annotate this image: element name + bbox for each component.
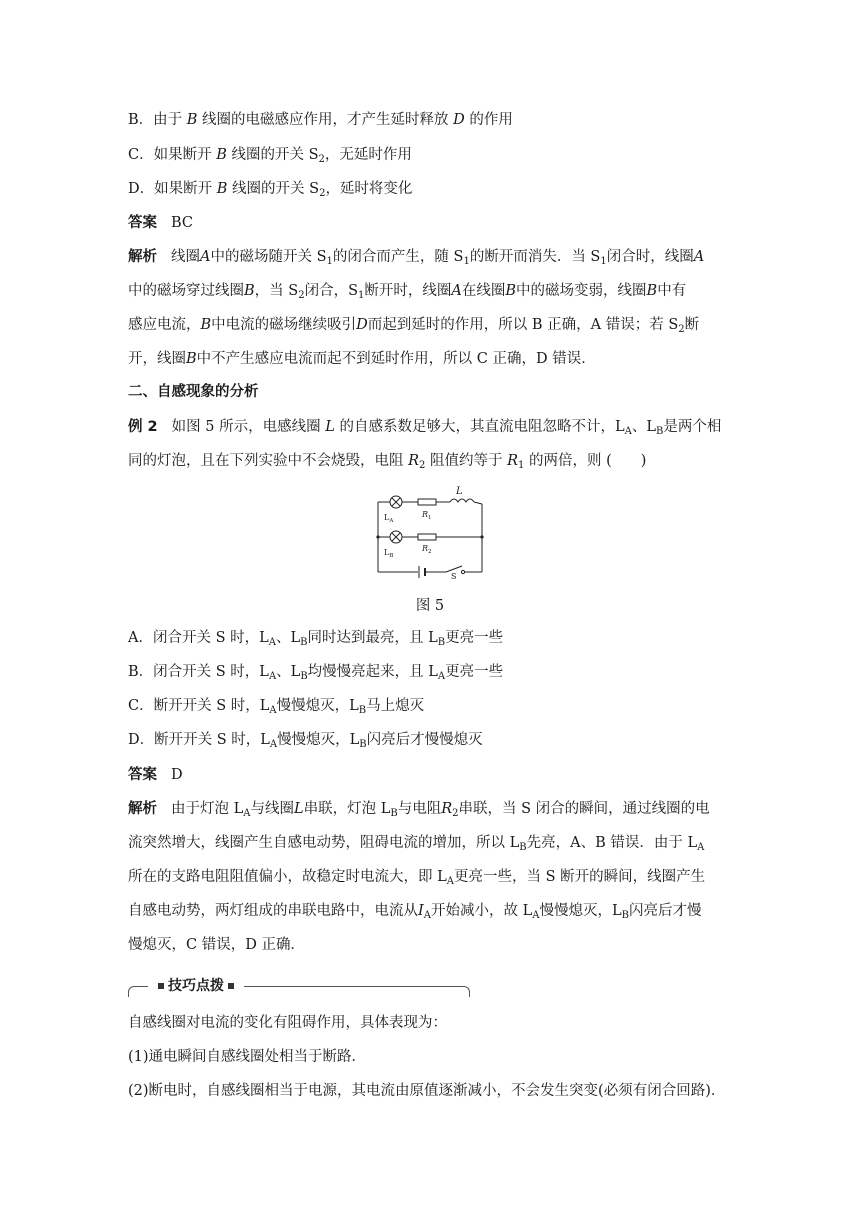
battery-icon [419,566,425,578]
analysis-2-line-4: 自感电动势，两灯组成的串联电路中，电流从$I_A$开始减小，故 $L_A$慢慢熄灭，$L_B$闪亮后才慢 [128,903,702,921]
label-r2: $R_2$ [422,544,432,555]
option-d: D．断开开关 S 时，$L_A$慢慢熄灭，$L_B$闪亮后才慢慢熄灭 [128,732,483,750]
option-c-prev: C．如果断开 B 线圈的开关 $S_2$，无延时作用 [128,147,412,165]
analysis-1-line-1: 解析 线圈A中的磁场随开关 $S_1$的闭合而产生，随 $S_1$的断开而消失．当 $S_1$闭合时，线圈A [128,249,705,267]
tips-box [128,976,470,998]
resistor-r2-icon [418,534,436,540]
tips-line-1: 自感线圈对电流的变化有阻碍作用，具体表现为： [128,1015,447,1031]
option-b: B．闭合开关 S 时，$L_A$、$L_B$均慢慢亮起来，且 $L_A$更亮一些 [128,664,504,682]
analysis-1-line-3: 感应电流，B中电流的磁场继续吸引D而起到延时的作用，所以 B 正确，A 错误；若 $S_2$断 [128,317,700,335]
analysis-2-line-1: 解析 由于灯泡 $L_A$与线圈L串联，灯泡 $L_B$与电阻$R_2$串联，当 S 闭合的瞬间，通过线圈的电 [128,801,710,819]
tips-line-2: (1)通电瞬间自感线圈处相当于断路． [128,1049,367,1065]
tips-line-3: (2)断电时，自感线圈相当于电源，其电流由原值逐渐减小，不会发生突变(必须有闭合回路)． [128,1083,726,1099]
lamp-a-icon [390,496,402,508]
analysis-1-line-2: 中的磁场穿过线圈B，当 $S_2$闭合，$S_1$断开时，线圈A在线圈B中的磁场变弱，线圈B中有 [128,283,687,301]
answer-2: 答案 D [128,767,183,783]
figure-caption: 图 5 [415,598,445,614]
label-r1: $R_1$ [422,510,432,521]
switch-icon [461,570,464,573]
analysis-1-line-4: 开，线圈B中不产生感应电流而起不到延时作用，所以 C 正确，D 错误． [128,351,596,367]
label-l: L [456,486,463,497]
option-c: C．断开开关 S 时，$L_A$慢慢熄灭，$L_B$马上熄灭 [128,698,425,716]
analysis-2-line-5: 慢熄灭，C 错误，D 正确． [128,937,305,953]
label-la: $L_A$ [384,513,394,524]
example-2-line-1: 例 2 如图 5 所示，电感线圈 L 的自感系数足够大，其直流电阻忽略不计，$L_A$、$L_B$是两个相 [128,419,722,437]
example-2-line-2: 同的灯泡，且在下列实验中不会烧毁，电阻 $R_2$ 阻值约等于 $R_1$ 的两倍，则 ( ) [128,453,647,471]
lamp-b-icon [390,531,402,543]
label-lb: $L_B$ [384,548,394,559]
analysis-2-line-3: 所在的支路电阻阻值偏小，故稳定时电流大，即 $L_A$更亮一些，当 S 断开的瞬间，线圈产生 [128,869,706,887]
tips-title: 技巧点拨 [148,976,244,996]
label-s: S [451,572,457,580]
circuit-diagram [370,480,495,580]
resistor-r1-icon [418,499,436,505]
analysis-2-line-2: 流突然增大，线圈产生自感电动势，阻碍电流的增加，所以 $L_B$先亮，A、B 错误．由于 $L_A$ [128,835,705,853]
option-d-prev: D．如果断开 B 线圈的开关 $S_2$，延时将变化 [128,181,413,199]
option-a: A．闭合开关 S 时，$L_A$、$L_B$同时达到最亮，且 $L_B$更亮一些 [128,630,504,648]
option-b-prev: B．由于 B 线圈的电磁感应作用，才产生延时释放 D 的作用 [128,112,513,128]
answer-1: 答案 BC [128,215,194,231]
section-title: 二、自感现象的分析 [128,384,259,400]
